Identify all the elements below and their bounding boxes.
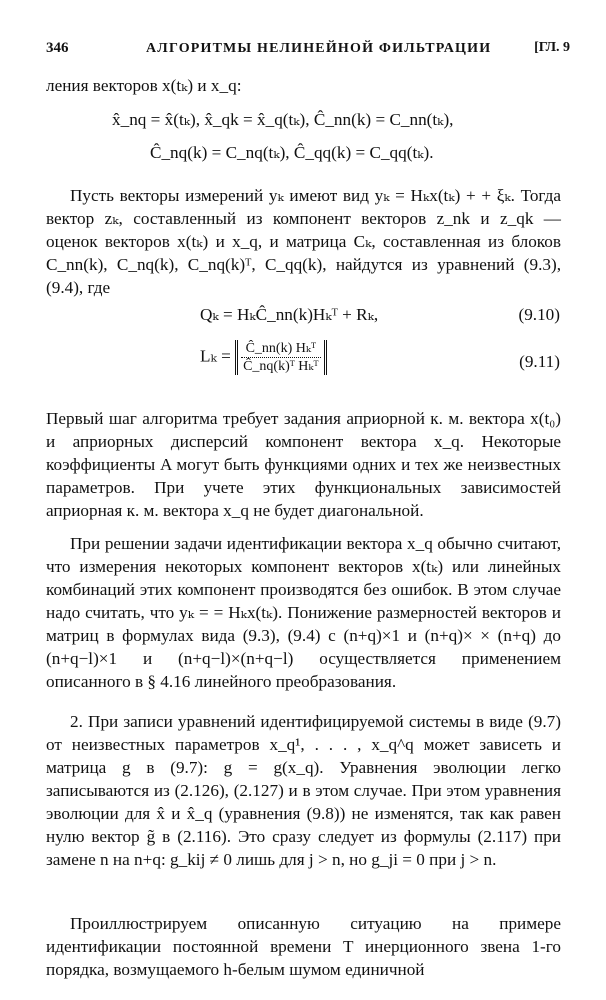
matrix-bottom-block: Ĉ_nq(k)ᵀ Hₖᵀ xyxy=(243,359,319,374)
equation-9-10: Qₖ = HₖĈ_nn(k)Hₖᵀ + Rₖ, xyxy=(200,305,379,324)
running-header xyxy=(46,40,570,62)
matrix-stack xyxy=(241,340,321,375)
equation-row-2: Ĉ_nq(k) = C_nq(tₖ), Ĉ_qq(k) = C_qq(tₖ). xyxy=(150,143,434,162)
paragraph-item-2: 2. При записи уравнений идентифицируемой системы в виде (9.7) от неизвестных параметров x_q¹, . . . , x_q^q может зависеть и матрица g в (9.7): g = g(x_q). Уравнения эволюции легко записываются из (2.126), (2.127) и в этом случае. При этом уравнения эволюции для x̂ и x̂_q (уравнения (9.8)) не изменятся, так как равен нулю вектор g̃ в (2.116). Это сразу следует из формулы (2.117) при замене n на n+q: g_kij ≠ 0 лишь для j > n, но g_ji = 0 при j > n. xyxy=(46,712,561,869)
running-title: АЛГОРИТМЫ НЕЛИНЕЙНОЙ ФИЛЬТРАЦИИ xyxy=(146,41,492,56)
chapter-label: [ГЛ. 9 xyxy=(534,40,570,55)
intro-line: ления векторов x(tₖ) и x_q: xyxy=(46,76,242,95)
equation-number-9-10: (9.10) xyxy=(518,305,560,324)
paragraph-illustration: Проиллюстрируем описанную ситуацию на примере идентификации постоянной времени T инерционного звена 1-го порядка, возмущаемого h-белым шумом единичной xyxy=(46,914,561,979)
equation-number-9-11: (9.11) xyxy=(519,352,560,371)
equation-9-11-lhs: Lₖ = xyxy=(200,346,231,366)
equation-row-1: x̂_nq = x̂(tₖ), x̂_qk = x̂_q(tₖ), Ĉ_nn(k) = C_nn(tₖ), xyxy=(112,110,454,129)
paragraph-identification: При решении задачи идентификации вектора x_q обычно считают, что измерения некоторых компонент векторов x(tₖ) или линейных комбинаций этих компонент производятся без ошибок. В этом случае надо считать, что yₖ = = Hₖx(tₖ). Понижение размерностей векторов и матриц в формулах вида (9.3), (9.4) с (n+q)×1 и (n+q)× × (n+q) до (n+q−l)×1 и (n+q−l)×(n+q−l) осуществляется применением описанного в § 4.16 линейного преобразования. xyxy=(46,534,561,691)
page-number: 346 xyxy=(46,40,69,56)
matrix-top-block: Ĉ_nn(k) Hₖᵀ xyxy=(241,340,321,358)
paragraph-first-step: Первый шаг алгоритма требует задания априорной к. м. вектора x(t₀) и априорных дисперсий компонент вектора x_q. Некоторые коэффициенты A могут быть функциями одних и тех же неизвестных параметров. При учете этих функциональных зависимостей априорная к. м. вектора x_q не будет диагональной. xyxy=(46,409,561,520)
paragraph-measurements: Пусть векторы измерений yₖ имеют вид yₖ = Hₖx(tₖ) + + ξₖ. Тогда вектор zₖ, составленный из компонент векторов z_nk и z_qk — оценок векторов x(tₖ) и x_q, и матрица Cₖ, составленная из блоков C_nn(k), C_nq(k), C_nq(k)ᵀ, C_qq(k), найдутся из уравнений (9.3), (9.4), где xyxy=(46,186,561,297)
block-matrix xyxy=(235,340,327,375)
equation-9-11 xyxy=(200,340,327,375)
